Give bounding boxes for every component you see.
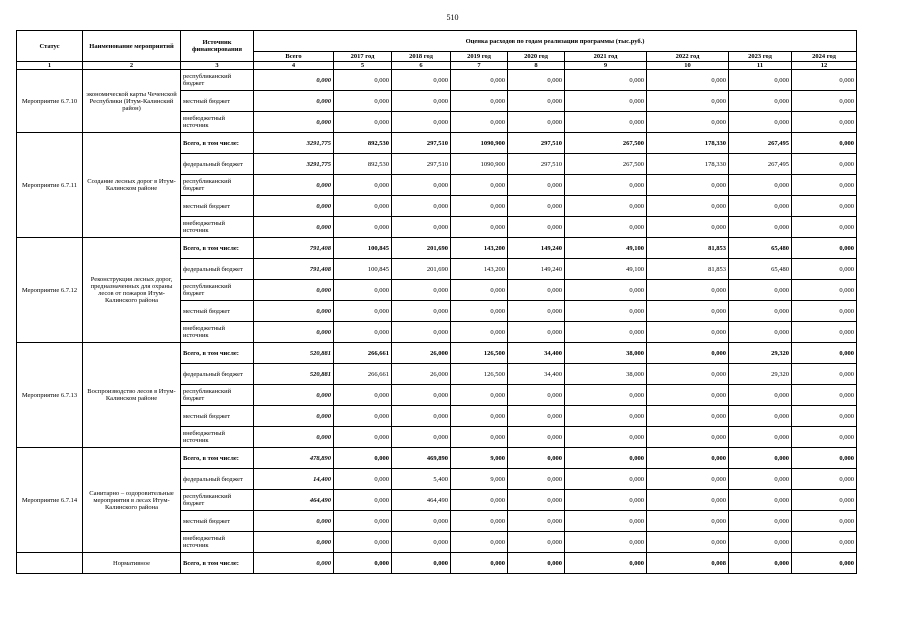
activity-name: Создание лесных дорог в Итум-Калинском районе (83, 133, 181, 238)
total-amount: 0,000 (254, 301, 334, 322)
column-number: 3 (181, 62, 254, 70)
year-amount: 0,000 (792, 343, 857, 364)
year-amount: 178,330 (647, 154, 729, 175)
year-amount: 0,000 (392, 322, 451, 343)
year-amount: 0,000 (792, 238, 857, 259)
year-amount: 0,000 (565, 385, 647, 406)
year-amount: 0,000 (508, 70, 565, 91)
year-amount: 0,000 (565, 301, 647, 322)
year-amount: 0,000 (792, 196, 857, 217)
table-row (17, 553, 857, 574)
year-amount: 100,845 (334, 259, 392, 280)
year-amount: 0,000 (392, 427, 451, 448)
column-number: 8 (508, 62, 565, 70)
year-amount: 0,000 (508, 469, 565, 490)
year-amount: 0,000 (451, 280, 508, 301)
year-amount: 0,000 (729, 448, 792, 469)
year-amount: 0,000 (792, 280, 857, 301)
year-amount: 0,000 (729, 196, 792, 217)
year-amount: 34,400 (508, 364, 565, 385)
year-amount: 0,000 (451, 175, 508, 196)
header-year: 2024 год (792, 52, 857, 62)
year-amount: 0,000 (729, 280, 792, 301)
year-amount: 0,000 (334, 70, 392, 91)
year-amount: 266,661 (334, 364, 392, 385)
year-amount: 0,000 (729, 70, 792, 91)
year-amount: 0,000 (729, 322, 792, 343)
year-amount: 266,661 (334, 343, 392, 364)
year-amount: 143,200 (451, 259, 508, 280)
year-amount: 0,000 (792, 91, 857, 112)
year-amount: 0,000 (729, 175, 792, 196)
year-amount: 0,000 (334, 385, 392, 406)
year-amount: 0,000 (565, 469, 647, 490)
year-amount: 0,000 (392, 385, 451, 406)
funding-source: республиканский бюджет (181, 490, 254, 511)
year-amount: 0,000 (729, 91, 792, 112)
funding-source: республиканский бюджет (181, 385, 254, 406)
header-status: Статус (17, 31, 83, 62)
year-amount: 0,000 (792, 406, 857, 427)
total-amount: 0,000 (254, 112, 334, 133)
year-amount: 0,000 (647, 385, 729, 406)
year-amount: 0,000 (647, 91, 729, 112)
year-amount: 892,530 (334, 133, 392, 154)
year-amount: 0,000 (451, 490, 508, 511)
year-amount: 0,000 (392, 553, 451, 574)
year-amount: 892,530 (334, 154, 392, 175)
year-amount: 0,000 (334, 322, 392, 343)
funding-source: федеральный бюджет (181, 469, 254, 490)
year-amount: 0,000 (729, 427, 792, 448)
year-amount: 0,000 (729, 301, 792, 322)
year-amount: 0,000 (565, 70, 647, 91)
year-amount: 81,853 (647, 259, 729, 280)
year-amount: 0,000 (451, 301, 508, 322)
year-amount: 0,000 (565, 427, 647, 448)
year-amount: 0,000 (647, 217, 729, 238)
total-amount: 0,000 (254, 217, 334, 238)
year-amount: 0,000 (392, 91, 451, 112)
funding-source: федеральный бюджет (181, 259, 254, 280)
activity-name: Нормативное (83, 553, 181, 574)
budget-table (16, 30, 857, 574)
year-amount: 0,000 (647, 427, 729, 448)
year-amount: 0,000 (565, 280, 647, 301)
funding-source: республиканский бюджет (181, 175, 254, 196)
total-amount: 791,408 (254, 238, 334, 259)
year-amount: 0,000 (334, 511, 392, 532)
year-amount: 0,000 (792, 490, 857, 511)
year-amount: 0,000 (451, 406, 508, 427)
year-amount: 0,000 (451, 553, 508, 574)
activity-name: Реконструкция лесных дорог, предназначенных для охраны лесов от пожаров Итум-Калинского района (83, 238, 181, 343)
total-amount: 791,408 (254, 259, 334, 280)
year-amount: 126,500 (451, 343, 508, 364)
table-row (17, 133, 857, 154)
year-amount: 0,000 (729, 217, 792, 238)
year-amount: 49,100 (565, 259, 647, 280)
year-amount: 0,000 (334, 217, 392, 238)
year-amount: 0,000 (451, 385, 508, 406)
year-amount: 0,000 (508, 511, 565, 532)
year-amount: 0,000 (334, 112, 392, 133)
activity-status: Мероприятие 6.7.11 (17, 133, 83, 238)
year-amount: 0,000 (792, 133, 857, 154)
total-amount: 0,000 (254, 91, 334, 112)
year-amount: 0,000 (508, 406, 565, 427)
year-amount: 0,000 (565, 322, 647, 343)
year-amount: 0,000 (647, 532, 729, 553)
year-amount: 0,000 (334, 280, 392, 301)
column-number: 1 (17, 62, 83, 70)
year-amount: 0,000 (565, 553, 647, 574)
year-amount: 0,000 (508, 427, 565, 448)
total-amount: 0,000 (254, 196, 334, 217)
year-amount: 0,008 (647, 553, 729, 574)
year-amount: 0,000 (334, 469, 392, 490)
header-year: 2020 год (508, 52, 565, 62)
year-amount: 0,000 (647, 469, 729, 490)
total-amount: 0,000 (254, 427, 334, 448)
column-number: 7 (451, 62, 508, 70)
year-amount: 469,890 (392, 448, 451, 469)
year-amount: 0,000 (508, 112, 565, 133)
activity-status: Мероприятие 6.7.12 (17, 238, 83, 343)
table-row (17, 70, 857, 91)
year-amount: 0,000 (565, 196, 647, 217)
year-amount: 0,000 (647, 280, 729, 301)
header-name: Наименование мероприятий (83, 31, 181, 62)
year-amount: 38,000 (565, 343, 647, 364)
year-amount: 267,495 (729, 133, 792, 154)
year-amount: 0,000 (565, 217, 647, 238)
year-amount: 0,000 (565, 112, 647, 133)
year-amount: 0,000 (792, 112, 857, 133)
year-amount: 0,000 (647, 448, 729, 469)
year-amount: 0,000 (508, 217, 565, 238)
header-year: 2018 год (392, 52, 451, 62)
year-amount: 29,320 (729, 343, 792, 364)
year-amount: 0,000 (792, 301, 857, 322)
activity-name: Воспроизводство лесов в Итум-Калинском районе (83, 343, 181, 448)
year-amount: 0,000 (792, 469, 857, 490)
total-amount: 0,000 (254, 406, 334, 427)
year-amount: 49,100 (565, 238, 647, 259)
activity-name: экономической карты Чеченской Республики (Итум-Калинский район) (83, 70, 181, 133)
funding-source: внебюджетный источник (181, 112, 254, 133)
year-amount: 0,000 (729, 553, 792, 574)
header-source: Источник финансирования (181, 31, 254, 62)
year-amount: 0,000 (792, 70, 857, 91)
year-amount: 297,510 (392, 154, 451, 175)
funding-source: внебюджетный источник (181, 217, 254, 238)
header-year: 2019 год (451, 52, 508, 62)
funding-source: местный бюджет (181, 301, 254, 322)
year-amount: 0,000 (565, 532, 647, 553)
column-number: 2 (83, 62, 181, 70)
year-amount: 267,500 (565, 133, 647, 154)
year-amount: 0,000 (647, 301, 729, 322)
year-amount: 1090,900 (451, 154, 508, 175)
year-amount: 100,845 (334, 238, 392, 259)
funding-source: республиканский бюджет (181, 280, 254, 301)
year-amount: 26,000 (392, 343, 451, 364)
funding-source: местный бюджет (181, 511, 254, 532)
year-amount: 0,000 (334, 490, 392, 511)
total-amount: 520,881 (254, 364, 334, 385)
funding-source: внебюджетный источник (181, 322, 254, 343)
year-amount: 0,000 (565, 511, 647, 532)
year-amount: 0,000 (392, 406, 451, 427)
year-amount: 0,000 (508, 490, 565, 511)
year-amount: 297,510 (508, 133, 565, 154)
year-amount: 149,240 (508, 259, 565, 280)
activity-status: Мероприятие 6.7.13 (17, 343, 83, 448)
year-amount: 201,690 (392, 259, 451, 280)
year-amount: 0,000 (508, 91, 565, 112)
funding-source: Всего, в том числе: (181, 238, 254, 259)
year-amount: 34,400 (508, 343, 565, 364)
year-amount: 0,000 (508, 196, 565, 217)
column-number: 10 (647, 62, 729, 70)
year-amount: 0,000 (451, 427, 508, 448)
year-amount: 0,000 (565, 448, 647, 469)
year-amount: 0,000 (392, 532, 451, 553)
year-amount: 0,000 (334, 196, 392, 217)
year-amount: 178,330 (647, 133, 729, 154)
year-amount: 297,510 (508, 154, 565, 175)
total-amount: 0,000 (254, 385, 334, 406)
funding-source: Всего, в том числе: (181, 133, 254, 154)
column-number: 5 (334, 62, 392, 70)
activity-status: Мероприятие 6.7.10 (17, 70, 83, 133)
year-amount: 0,000 (451, 217, 508, 238)
activity-status: Мероприятие 6.7.14 (17, 448, 83, 553)
total-amount: 3291,775 (254, 154, 334, 175)
year-amount: 0,000 (392, 175, 451, 196)
year-amount: 267,500 (565, 154, 647, 175)
page-number: 510 (446, 13, 459, 22)
year-amount: 0,000 (647, 112, 729, 133)
year-amount: 0,000 (508, 301, 565, 322)
year-amount: 0,000 (334, 406, 392, 427)
year-amount: 0,000 (392, 112, 451, 133)
year-amount: 0,000 (792, 175, 857, 196)
year-amount: 201,690 (392, 238, 451, 259)
table-row (17, 238, 857, 259)
total-amount: 3291,775 (254, 133, 334, 154)
year-amount: 9,000 (451, 469, 508, 490)
funding-source: федеральный бюджет (181, 154, 254, 175)
year-amount: 0,000 (792, 154, 857, 175)
header-year: 2022 год (647, 52, 729, 62)
column-number: 4 (254, 62, 334, 70)
year-amount: 0,000 (792, 385, 857, 406)
year-amount: 0,000 (334, 553, 392, 574)
funding-source: местный бюджет (181, 196, 254, 217)
year-amount: 0,000 (451, 532, 508, 553)
funding-source: внебюджетный источник (181, 427, 254, 448)
year-amount: 9,000 (451, 448, 508, 469)
funding-source: Всего, в том числе: (181, 448, 254, 469)
total-amount: 0,000 (254, 511, 334, 532)
year-amount: 29,320 (729, 364, 792, 385)
year-amount: 81,853 (647, 238, 729, 259)
year-amount: 0,000 (729, 406, 792, 427)
year-amount: 0,000 (508, 532, 565, 553)
table-row (17, 343, 857, 364)
year-amount: 0,000 (792, 532, 857, 553)
year-amount: 5,400 (392, 469, 451, 490)
activity-status (17, 553, 83, 574)
year-amount: 0,000 (451, 196, 508, 217)
year-amount: 0,000 (792, 364, 857, 385)
year-amount: 0,000 (647, 343, 729, 364)
year-amount: 0,000 (647, 70, 729, 91)
year-amount: 0,000 (451, 112, 508, 133)
year-amount: 0,000 (647, 322, 729, 343)
header-year: 2021 год (565, 52, 647, 62)
header-year: 2023 год (729, 52, 792, 62)
year-amount: 0,000 (792, 217, 857, 238)
total-amount: 0,000 (254, 280, 334, 301)
year-amount: 0,000 (792, 259, 857, 280)
column-number: 6 (392, 62, 451, 70)
year-amount: 0,000 (647, 406, 729, 427)
year-amount: 0,000 (451, 70, 508, 91)
total-amount: 520,881 (254, 343, 334, 364)
year-amount: 0,000 (392, 196, 451, 217)
year-amount: 0,000 (392, 301, 451, 322)
funding-source: местный бюджет (181, 91, 254, 112)
total-amount: 478,890 (254, 448, 334, 469)
year-amount: 38,000 (565, 364, 647, 385)
activity-name: Санитарно – оздоровительные мероприятия в лесах Итум-Калинского района (83, 448, 181, 553)
year-amount: 0,000 (334, 175, 392, 196)
header-estimate: Оценка расходов по годам реализации программы (тыс.руб.) (254, 31, 857, 52)
year-amount: 65,480 (729, 238, 792, 259)
year-amount: 0,000 (508, 322, 565, 343)
year-amount: 0,000 (508, 553, 565, 574)
year-amount: 65,480 (729, 259, 792, 280)
year-amount: 0,000 (647, 511, 729, 532)
year-amount: 0,000 (334, 91, 392, 112)
year-amount: 0,000 (792, 427, 857, 448)
year-amount: 0,000 (729, 511, 792, 532)
year-amount: 0,000 (647, 196, 729, 217)
year-amount: 0,000 (451, 322, 508, 343)
year-amount: 0,000 (451, 511, 508, 532)
year-amount: 0,000 (729, 385, 792, 406)
year-amount: 0,000 (729, 532, 792, 553)
year-amount: 0,000 (792, 511, 857, 532)
funding-source: федеральный бюджет (181, 364, 254, 385)
year-amount: 0,000 (508, 385, 565, 406)
funding-source: Всего, в том числе: (181, 343, 254, 364)
year-amount: 0,000 (565, 406, 647, 427)
year-amount: 0,000 (334, 427, 392, 448)
year-amount: 0,000 (792, 322, 857, 343)
year-amount: 0,000 (792, 553, 857, 574)
year-amount: 0,000 (392, 70, 451, 91)
funding-source: местный бюджет (181, 406, 254, 427)
year-amount: 0,000 (792, 448, 857, 469)
column-number: 11 (729, 62, 792, 70)
total-amount: 464,490 (254, 490, 334, 511)
year-amount: 464,490 (392, 490, 451, 511)
year-amount: 0,000 (508, 175, 565, 196)
year-amount: 0,000 (334, 448, 392, 469)
year-amount: 0,000 (334, 532, 392, 553)
year-amount: 149,240 (508, 238, 565, 259)
header-year: Всего (254, 52, 334, 62)
year-amount: 0,000 (565, 175, 647, 196)
year-amount: 0,000 (508, 448, 565, 469)
year-amount: 0,000 (729, 469, 792, 490)
year-amount: 26,000 (392, 364, 451, 385)
year-amount: 0,000 (392, 280, 451, 301)
year-amount: 0,000 (729, 112, 792, 133)
total-amount: 0,000 (254, 532, 334, 553)
column-number: 9 (565, 62, 647, 70)
year-amount: 0,000 (451, 91, 508, 112)
year-amount: 0,000 (647, 175, 729, 196)
year-amount: 0,000 (508, 280, 565, 301)
year-amount: 297,510 (392, 133, 451, 154)
year-amount: 0,000 (392, 217, 451, 238)
year-amount: 0,000 (729, 490, 792, 511)
year-amount: 126,500 (451, 364, 508, 385)
year-amount: 0,000 (647, 364, 729, 385)
year-amount: 143,200 (451, 238, 508, 259)
funding-source: внебюджетный источник (181, 532, 254, 553)
total-amount: 0,000 (254, 70, 334, 91)
total-amount: 14,400 (254, 469, 334, 490)
year-amount: 0,000 (647, 490, 729, 511)
funding-source: республиканский бюджет (181, 70, 254, 91)
total-amount: 0,000 (254, 175, 334, 196)
year-amount: 0,000 (334, 301, 392, 322)
table-row (17, 448, 857, 469)
column-number: 12 (792, 62, 857, 70)
year-amount: 267,495 (729, 154, 792, 175)
year-amount: 1090,900 (451, 133, 508, 154)
total-amount: 0,000 (254, 322, 334, 343)
header-year: 2017 год (334, 52, 392, 62)
total-amount: 0,000 (254, 553, 334, 574)
year-amount: 0,000 (565, 91, 647, 112)
funding-source: Всего, в том числе: (181, 553, 254, 574)
year-amount: 0,000 (565, 490, 647, 511)
year-amount: 0,000 (392, 511, 451, 532)
